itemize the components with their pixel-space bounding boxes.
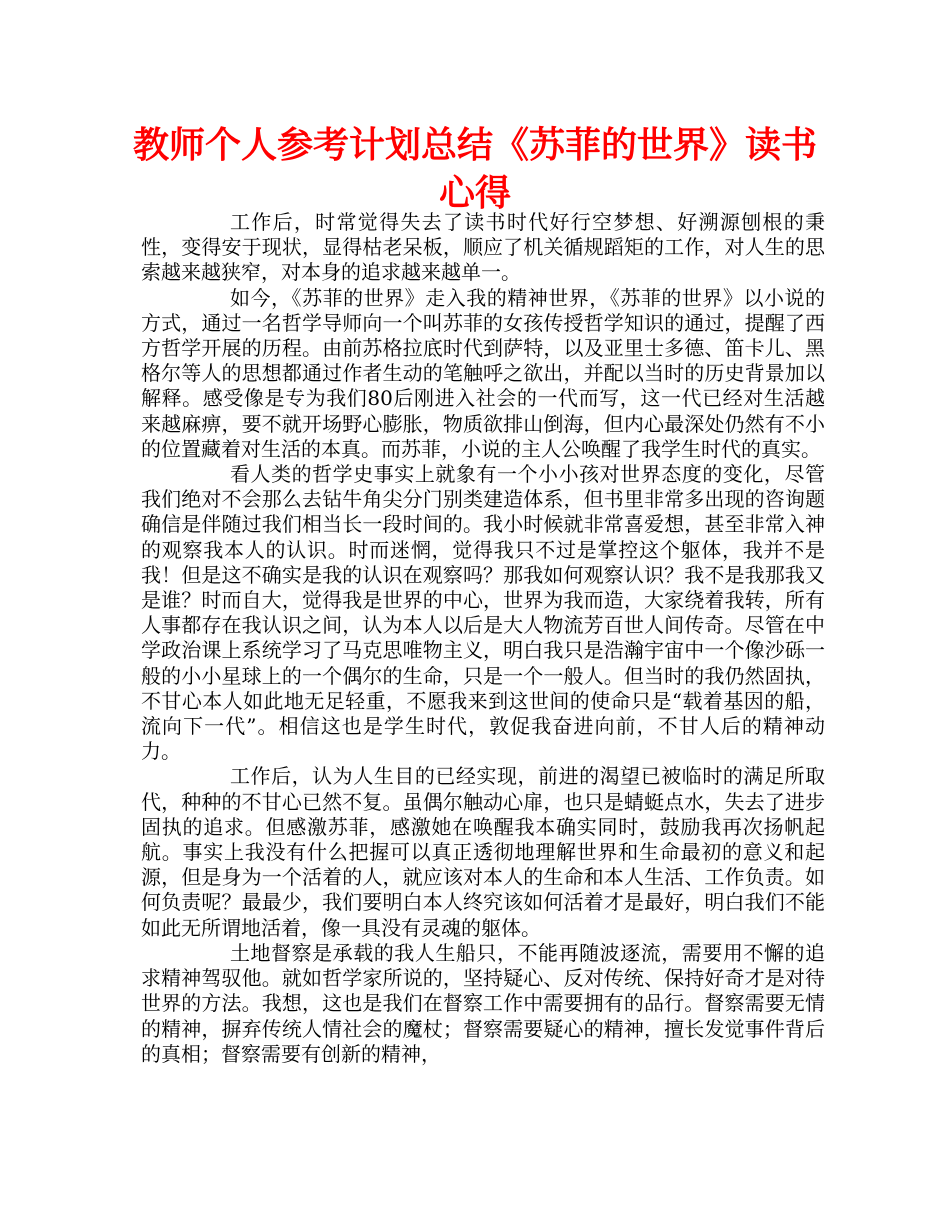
paragraph-1: 工作后，时常觉得失去了读书时代好行空梦想、好溯源刨根的秉性，变得安于现状，显得枯老呆板，顺应了机关循规蹈矩的工作，对人生的思索越来越狭窄，对本身的追求越来越单一。	[141, 210, 825, 285]
document-title: 教师个人参考计划总结《苏菲的世界》读书心得	[132, 125, 817, 214]
document-body	[141, 210, 825, 1067]
paragraph-5: 土地督察是承载的我人生船只，不能再随波逐流，需要用不懈的追求精神驾驭他。就如哲学家所说的，坚持疑心、反对传统、保持好奇才是对待世界的方法。我想，这也是我们在督察工作中需要拥有的品行。督察需要无情的精神，摒弃传统人情社会的魔杖；督察需要疑心的精神，擅长发觉事件背后的真相；督察需要有创新的精神，	[141, 940, 825, 1066]
paragraph-4: 工作后，认为人生目的已经实现，前进的渴望已被临时的满足所取代，种种的不甘心已然不复。虽偶尔触动心扉，也只是蜻蜓点水，失去了进步固执的追求。但感激苏菲，感激她在唤醒我本确实同时，鼓励我再次扬帆起航。事实上我没有什么把握可以真正透彻地理解世界和生命最初的意义和起源，但是身为一个活着的人，就应该对本人的生命和本人生活、工作负责。如何负责呢？最最少，我们要明白本人终究该如何活着才是最好，明白我们不能如此无所谓地活着，像一具没有灵魂的躯体。	[141, 764, 825, 940]
paragraph-3: 看人类的哲学史事实上就象有一个小小孩对世界态度的变化，尽管我们绝对不会那么去钻牛角尖分门别类建造体系，但书里非常多出现的咨询题确信是伴随过我们相当长一段时间的。我小时候就非常喜爱想，甚至非常入神的观察我本人的认识。时而迷惘，觉得我只不过是掌控这个躯体，我并不是我！但是这不确实是我的认识在观察吗？那我如何观察认识？我不是我那我又是谁？时而自大，觉得我是世界的中心，世界为我而造，大家绕着我转，所有人事都存在我认识之间，认为本人以后是大人物流芳百世人间传奇。尽管在中学政治课上系统学习了马克思唯物主义，明白我只是浩瀚宇宙中一个像沙砾一般的小小星球上的一个偶尔的生命，只是一个一般人。但当时的我仍然固执，不甘心本人如此地无足轻重，不愿我来到这世间的使命只是“载着基因的船，流向下一代”。相信这也是学生时代，敦促我奋进向前，不甘人后的精神动力。	[141, 462, 825, 764]
paragraph-2: 如今，《苏菲的世界》走入我的精神世界，《苏菲的世界》以小说的方式，通过一名哲学导师向一个叫苏菲的女孩传授哲学知识的通过，提醒了西方哲学开展的历程。由前苏格拉底时代到萨特，以及亚里士多德、笛卡儿、黑格尔等人的思想都通过作者生动的笔触呼之欲出，并配以当时的历史背景加以解释。感受像是专为我们80后刚进入社会的一代而写，这一代已经对生活越来越麻痹，要不就开场野心膨胀，物质欲排山倒海，但内心最深处仍然有不小的位置藏着对生活的本真。而苏菲，小说的主人公唤醒了我学生时代的真实。	[141, 285, 825, 461]
